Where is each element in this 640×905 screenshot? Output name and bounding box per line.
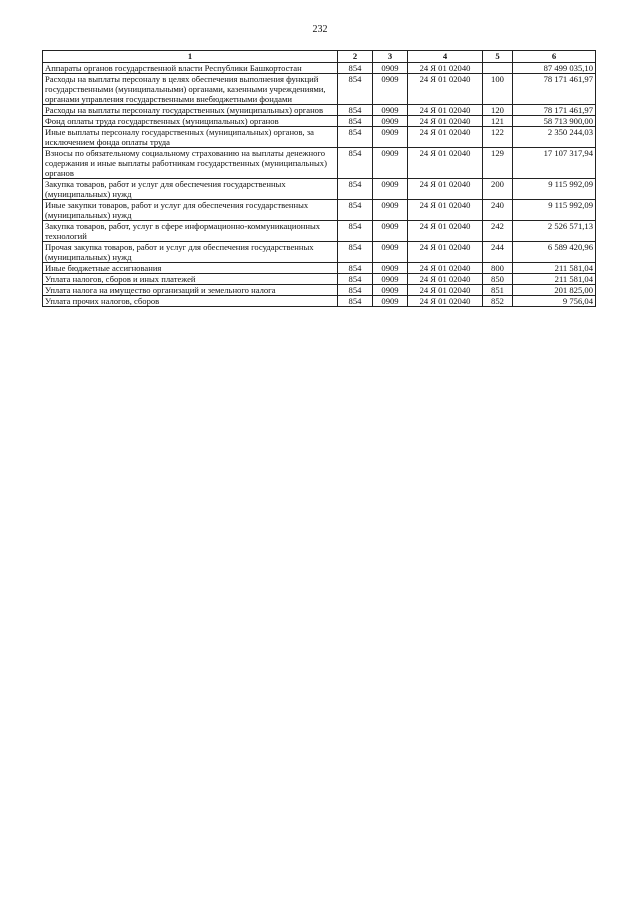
row-amount-cell: 9 756,04 <box>513 296 596 307</box>
table-row <box>43 263 596 274</box>
table-row <box>43 74 596 105</box>
row-name-cell: Закупка товаров, работ, услуг в сфере информационно-коммуникационных технологий <box>43 221 338 242</box>
row-target-article-cell: 24 Я 01 02040 <box>408 200 483 221</box>
table-header-row <box>43 51 596 63</box>
row-expense-type-cell: 121 <box>483 116 513 127</box>
row-expense-type-cell: 242 <box>483 221 513 242</box>
row-section-cell: 0909 <box>373 116 408 127</box>
row-expense-type-cell: 129 <box>483 148 513 179</box>
row-name-cell: Уплата налога на имущество организаций и земельного налога <box>43 285 338 296</box>
table-row <box>43 127 596 148</box>
row-name-cell: Прочая закупка товаров, работ и услуг для обеспечения государственных (муниципальных) нужд <box>43 242 338 263</box>
row-ministry-cell: 854 <box>338 200 373 221</box>
row-target-article-cell: 24 Я 01 02040 <box>408 105 483 116</box>
row-target-article-cell: 24 Я 01 02040 <box>408 179 483 200</box>
row-ministry-cell: 854 <box>338 74 373 105</box>
row-target-article-cell: 24 Я 01 02040 <box>408 127 483 148</box>
row-expense-type-cell: 852 <box>483 296 513 307</box>
row-section-cell: 0909 <box>373 105 408 116</box>
row-expense-type-cell: 244 <box>483 242 513 263</box>
header-col-4: 4 <box>408 51 483 63</box>
row-section-cell: 0909 <box>373 200 408 221</box>
row-name-cell: Расходы на выплаты персоналу в целях обеспечения выполнения функций государственными (муниципальными) органами, казенными учреждениями, органами управления государственными внебюджетными фондами <box>43 74 338 105</box>
row-name-cell: Закупка товаров, работ и услуг для обеспечения государственных (муниципальных) нужд <box>43 179 338 200</box>
row-amount-cell: 78 171 461,97 <box>513 105 596 116</box>
header-col-3: 3 <box>373 51 408 63</box>
table-row <box>43 274 596 285</box>
row-target-article-cell: 24 Я 01 02040 <box>408 148 483 179</box>
row-amount-cell: 6 589 420,96 <box>513 242 596 263</box>
row-section-cell: 0909 <box>373 148 408 179</box>
page-number: 232 <box>312 24 328 35</box>
row-section-cell: 0909 <box>373 74 408 105</box>
row-name-cell: Иные закупки товаров, работ и услуг для обеспечения государственных (муниципальных) нужд <box>43 200 338 221</box>
row-amount-cell: 78 171 461,97 <box>513 74 596 105</box>
row-amount-cell: 17 107 317,94 <box>513 148 596 179</box>
row-amount-cell: 2 526 571,13 <box>513 221 596 242</box>
row-target-article-cell: 24 Я 01 02040 <box>408 74 483 105</box>
row-name-cell: Уплата прочих налогов, сборов <box>43 296 338 307</box>
table-row <box>43 221 596 242</box>
row-expense-type-cell: 851 <box>483 285 513 296</box>
table-row <box>43 200 596 221</box>
row-target-article-cell: 24 Я 01 02040 <box>408 263 483 274</box>
table-row <box>43 105 596 116</box>
table-row <box>43 179 596 200</box>
row-ministry-cell: 854 <box>338 63 373 74</box>
row-target-article-cell: 24 Я 01 02040 <box>408 296 483 307</box>
row-expense-type-cell: 122 <box>483 127 513 148</box>
row-amount-cell: 87 499 035,10 <box>513 63 596 74</box>
row-expense-type-cell: 800 <box>483 263 513 274</box>
row-section-cell: 0909 <box>373 263 408 274</box>
row-ministry-cell: 854 <box>338 296 373 307</box>
row-amount-cell: 211 581,04 <box>513 263 596 274</box>
row-ministry-cell: 854 <box>338 242 373 263</box>
row-target-article-cell: 24 Я 01 02040 <box>408 221 483 242</box>
row-expense-type-cell: 120 <box>483 105 513 116</box>
row-name-cell: Иные бюджетные ассигнования <box>43 263 338 274</box>
row-name-cell: Иные выплаты персоналу государственных (муниципальных) органов, за исключением фонда оплаты труда <box>43 127 338 148</box>
row-target-article-cell: 24 Я 01 02040 <box>408 116 483 127</box>
row-section-cell: 0909 <box>373 242 408 263</box>
row-ministry-cell: 854 <box>338 285 373 296</box>
row-ministry-cell: 854 <box>338 274 373 285</box>
budget-table <box>42 50 596 307</box>
row-expense-type-cell: 100 <box>483 74 513 105</box>
header-col-1: 1 <box>43 51 338 63</box>
row-section-cell: 0909 <box>373 63 408 74</box>
row-ministry-cell: 854 <box>338 148 373 179</box>
header-col-2: 2 <box>338 51 373 63</box>
row-section-cell: 0909 <box>373 296 408 307</box>
row-section-cell: 0909 <box>373 127 408 148</box>
row-name-cell: Взносы по обязательному социальному страхованию на выплаты денежного содержания и иные выплаты работникам государственных (муниципальных) органов <box>43 148 338 179</box>
row-expense-type-cell: 200 <box>483 179 513 200</box>
row-ministry-cell: 854 <box>338 263 373 274</box>
row-target-article-cell: 24 Я 01 02040 <box>408 242 483 263</box>
row-amount-cell: 9 115 992,09 <box>513 179 596 200</box>
row-ministry-cell: 854 <box>338 221 373 242</box>
row-expense-type-cell <box>483 63 513 74</box>
row-ministry-cell: 854 <box>338 127 373 148</box>
table-row <box>43 148 596 179</box>
table-row <box>43 63 596 74</box>
row-section-cell: 0909 <box>373 179 408 200</box>
table-row <box>43 296 596 307</box>
row-section-cell: 0909 <box>373 221 408 242</box>
row-name-cell: Расходы на выплаты персоналу государственных (муниципальных) органов <box>43 105 338 116</box>
row-expense-type-cell: 850 <box>483 274 513 285</box>
header-col-6: 6 <box>513 51 596 63</box>
row-target-article-cell: 24 Я 01 02040 <box>408 63 483 74</box>
row-amount-cell: 58 713 900,00 <box>513 116 596 127</box>
row-amount-cell: 211 581,04 <box>513 274 596 285</box>
row-amount-cell: 2 350 244,03 <box>513 127 596 148</box>
row-section-cell: 0909 <box>373 285 408 296</box>
row-name-cell: Уплата налогов, сборов и иных платежей <box>43 274 338 285</box>
row-ministry-cell: 854 <box>338 179 373 200</box>
table-row <box>43 285 596 296</box>
row-target-article-cell: 24 Я 01 02040 <box>408 285 483 296</box>
header-col-5: 5 <box>483 51 513 63</box>
row-ministry-cell: 854 <box>338 116 373 127</box>
row-amount-cell: 201 825,00 <box>513 285 596 296</box>
row-ministry-cell: 854 <box>338 105 373 116</box>
row-section-cell: 0909 <box>373 274 408 285</box>
table-row <box>43 242 596 263</box>
row-name-cell: Аппараты органов государственной власти Республики Башкортостан <box>43 63 338 74</box>
row-target-article-cell: 24 Я 01 02040 <box>408 274 483 285</box>
row-amount-cell: 9 115 992,09 <box>513 200 596 221</box>
row-expense-type-cell: 240 <box>483 200 513 221</box>
table-row <box>43 116 596 127</box>
row-name-cell: Фонд оплаты труда государственных (муниципальных) органов <box>43 116 338 127</box>
